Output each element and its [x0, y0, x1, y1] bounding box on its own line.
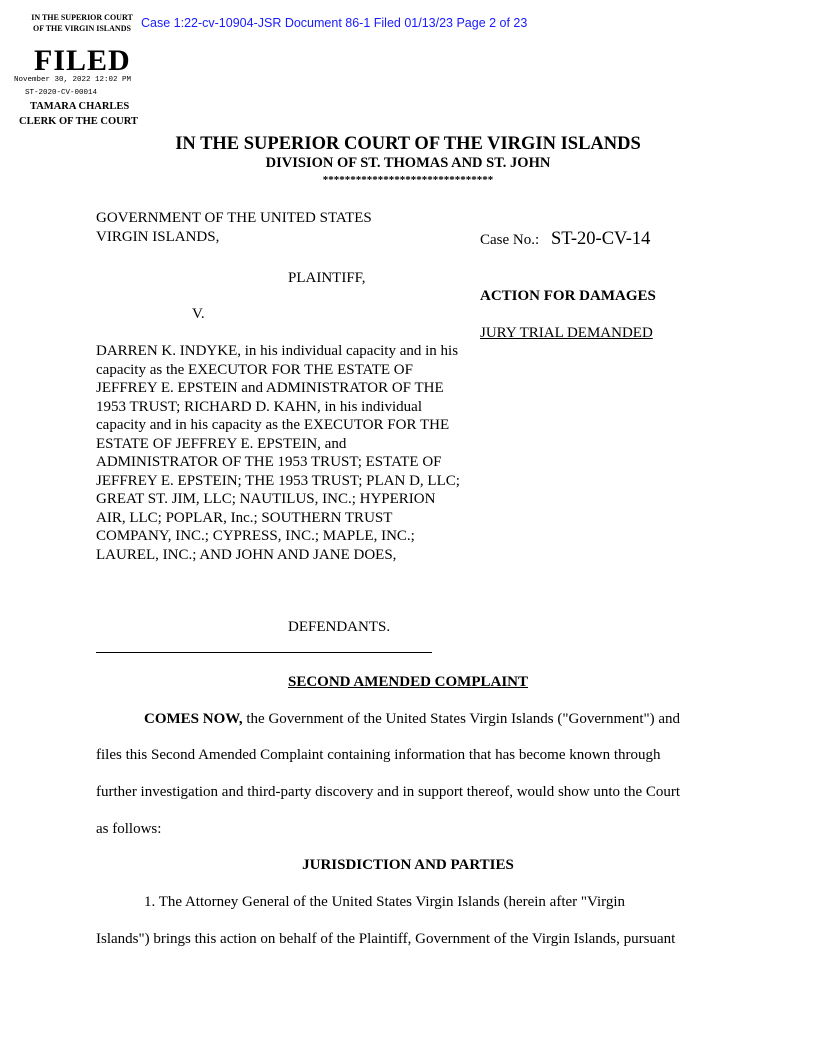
stamp-court-name: [26, 12, 138, 34]
intro-line-1: [144, 710, 680, 728]
stamp-court-line2: OF THE VIRGIN ISLANDS: [33, 24, 131, 33]
stamp-case-number: ST-2020-CV-00014: [25, 89, 98, 97]
caption-divider-line: [96, 652, 432, 653]
asterisk-divider: *******************************: [322, 174, 494, 186]
intro-lead: COMES NOW,: [144, 711, 243, 727]
plaintiff-label: PLAINTIFF,: [288, 270, 366, 286]
court-title: IN THE SUPERIOR COURT OF THE VIRGIN ISLANDS: [175, 134, 641, 154]
defendants-label: DEFENDANTS.: [288, 619, 391, 635]
paragraph-1-line-2: Islands") brings this action on behalf of the Plaintiff, Government of the Virgin Islands, pursuant: [96, 931, 676, 947]
intro-line-4: as follows:: [96, 821, 162, 837]
stamp-court-line1: IN THE SUPERIOR COURT: [31, 13, 133, 22]
stamp-datetime: November 30, 2022 12:02 PM: [14, 76, 132, 84]
intro-line-1-text: the Government of the United States Virgin Islands ("Government") and: [242, 711, 681, 727]
section-heading: JURISDICTION AND PARTIES: [302, 857, 514, 873]
versus-label: V.: [192, 306, 205, 322]
plaintiff-line2: VIRGIN ISLANDS,: [96, 228, 220, 245]
case-number-label: Case No.:: [480, 232, 540, 248]
case-number-value: ST-20-CV-14: [551, 229, 651, 249]
intro-line-2: files this Second Amended Complaint containing information that has become known through: [96, 747, 661, 763]
document-title: SECOND AMENDED COMPLAINT: [287, 674, 528, 690]
action-type: ACTION FOR DAMAGES: [480, 288, 656, 304]
stamp-clerk-title: CLERK OF THE COURT: [19, 116, 138, 127]
defendants-list: DARREN K. INDYKE, in his individual capacity and in his capacity as the EXECUTOR FOR THE ESTATE OF JEFFREY E. EPSTEIN and ADMINISTRATOR OF THE 1953 TRUST; RICHARD D. KAHN, in his individual capacity and in his capacity as the EXECUTOR FOR THE ESTATE OF JEFFREY E. EPSTEIN, and ADMINISTRATOR OF THE 1953 TRUST; ESTATE OF JEFFREY E. EPSTEIN; THE 1953 TRUST; PLAN D, LLC; GREAT ST. JIM, LLC; NAUTILUS, INC.; HYPERION AIR, LLC; POPLAR, Inc.; SOUTHERN TRUST COMPANY, INC.; CYPRESS, INC.; MAPLE, INC.; LAUREL, INC.; AND JOHN AND JANE DOES,: [96, 343, 460, 563]
intro-line-3: further investigation and third-party discovery and in support thereof, would show unto the Court: [96, 784, 681, 800]
stamp-filed: FILED: [34, 44, 131, 77]
jury-demand: JURY TRIAL DEMANDED: [480, 325, 653, 341]
plaintiff-line1: GOVERNMENT OF THE UNITED STATES: [96, 210, 372, 226]
paragraph-1-line-1: 1. The Attorney General of the United States Virgin Islands (herein after "Virgin: [144, 894, 626, 910]
stamp-clerk-name: TAMARA CHARLES: [30, 101, 130, 112]
plaintiff-name: [96, 209, 372, 246]
federal-case-header: Case 1:22-cv-10904-JSR Document 86-1 Filed 01/13/23 Page 2 of 23: [141, 16, 528, 30]
court-division: DIVISION OF ST. THOMAS AND ST. JOHN: [265, 155, 551, 171]
